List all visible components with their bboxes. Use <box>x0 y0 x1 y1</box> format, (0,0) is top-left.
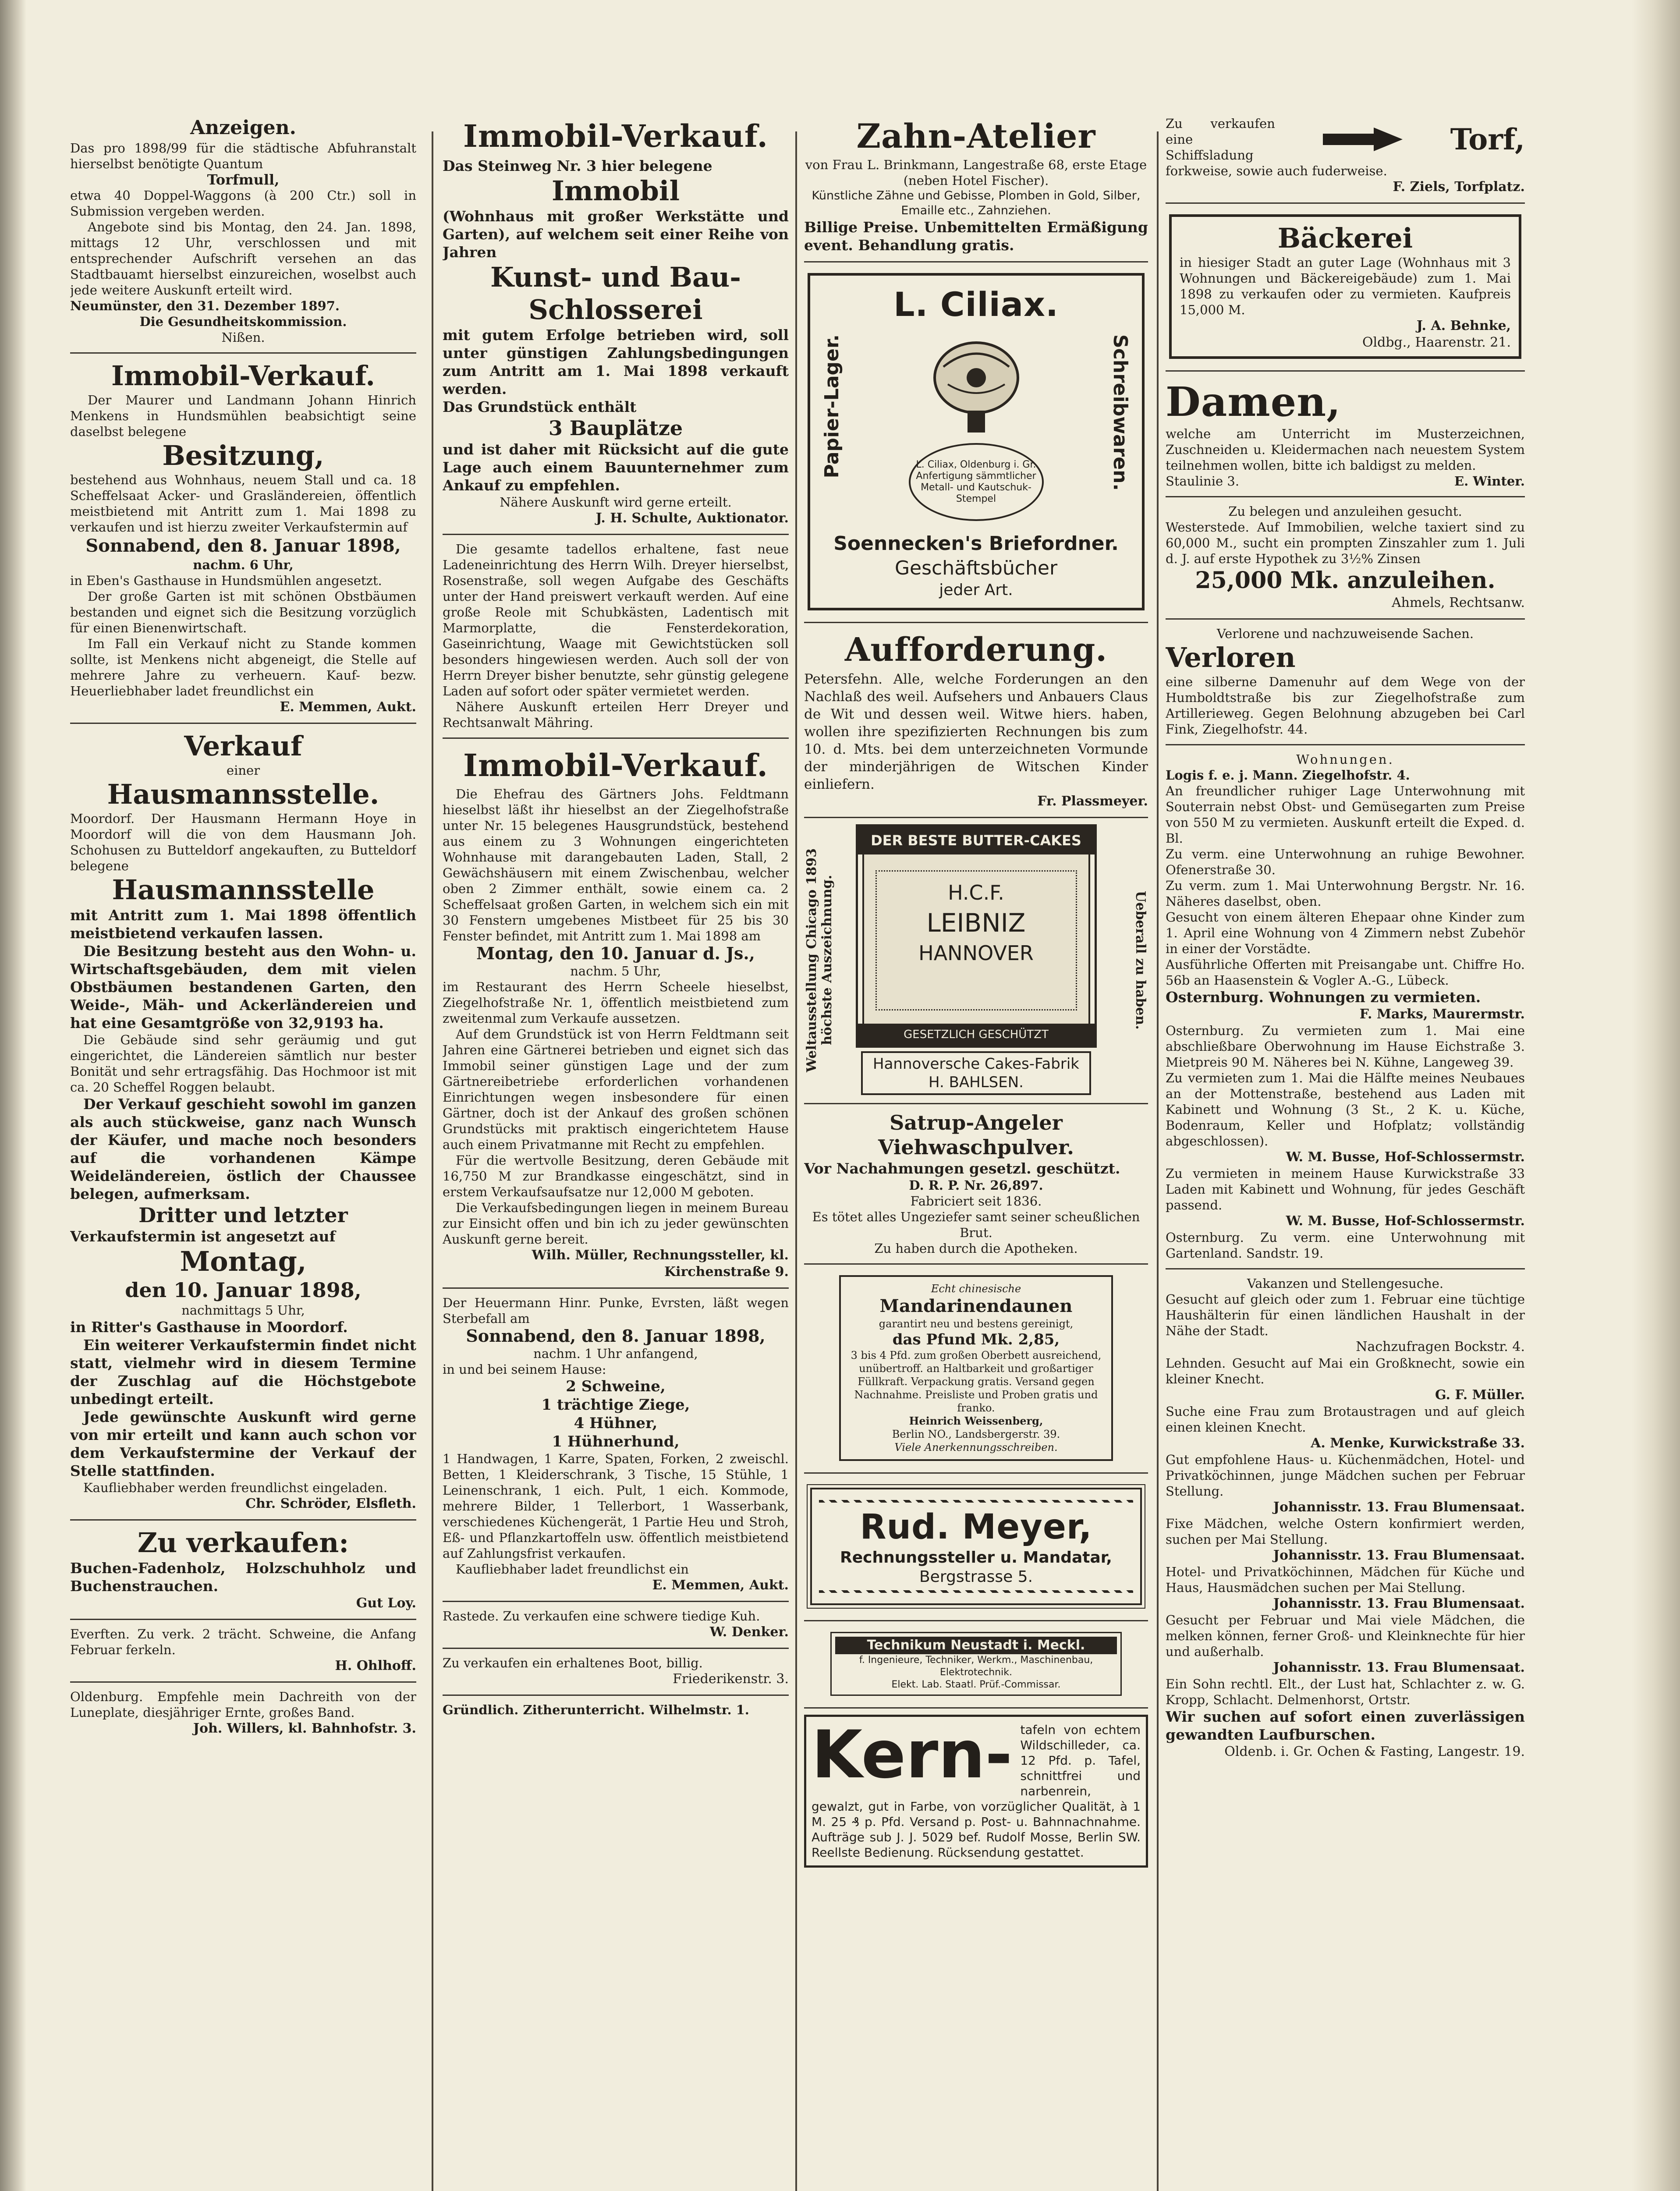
bahlsen-label <box>861 1051 1091 1095</box>
page-edge-shadow <box>1632 0 1680 2191</box>
listing: Osternburg. Zu verm. eine Unterwohnung mit Gartenland. Sandstr. 19. <box>1166 1230 1525 1261</box>
column-2 <box>443 110 789 2191</box>
bahlsen-inner <box>839 824 1113 1096</box>
listing: Gut empfohlene Haus- u. Küchenmädchen, Hotel- und Privatköchinnen, junge Mädchen suchen per Februar Stellung. <box>1166 1452 1525 1499</box>
ad-text: garantirt neu und bestens gereinigt, <box>879 1318 1074 1330</box>
ad-heading: Kunst- und Bau- <box>490 261 741 293</box>
ad-damen <box>1166 372 1525 497</box>
ad-list-item: 1 Hühnerhund, <box>552 1433 680 1450</box>
ad-text: Westerstede. Auf Immobilien, welche taxiert sind zu 60,000 M., sucht ein prompten Zinszahler zum 1. Juli d. J. auf erste Hypothek zu 3½% Zinsen <box>1166 520 1525 566</box>
ad-text: Kaufliebhaber werden freundlichst eingeladen. <box>83 1480 388 1495</box>
ad-anzeigen <box>70 110 416 354</box>
column-rule <box>432 131 433 2191</box>
ad-oldenburg-dachreith <box>70 1683 416 1744</box>
ad-text: Moordorf. Der Hausmann Hermann Hoye in Moordorf will die von dem Hausmann Joh. Schohusen zu Butteldorf angekauften, zu Butteldorf belegene <box>70 811 416 873</box>
ad-text: Auf dem Grundstück ist von Herrn Feldtmann seit Jahren eine Gärtnerei betrieben und eignet sich das Immobil seiner günstigen Lage und der zum Gärtnereibetriebe erforderlichen vorhandenen Einrichtungen wegen insbesondere für einen Gärtner, doch ist der Ankauf des großen schönen Grundstücks mit praktisch eingerichtetem Hause auch einem Privatmanne mit Recht zu empfehlen. <box>443 1027 789 1152</box>
ad-text: eine silberne Damenuhr auf dem Wege von der Humboldtstraße bis zur Ziegelhofstraße zum Artillerieweg. Gegen Belohnung abzugeben bei Carl Fink, Ziegelhofstr. 44. <box>1166 674 1525 737</box>
ad-text: Vor Nachahmungen gesetzl. geschützt. <box>804 1160 1120 1177</box>
ad-rastede-kuh <box>443 1602 789 1649</box>
listing: Zu verm. eine Unterwohnung an ruhige Bewohner. Ofenerstraße 30. <box>1166 847 1525 877</box>
ad-text: Die Verkaufsbedingungen liegen in meinem Bureau zur Einsicht offen und bin ich zu jeder gewünschten Auskunft gerne bereit. <box>443 1200 789 1247</box>
ad-text: tafeln von echtem Wildschilleder, ca. 12 Pfd. p. Tafel, schnittfrei und narbenrein, gewalzt, gut in Farbe, von vorzüglicher Qualität, à 1 M. 25 ₰ p. Pfd. Versand p. Post- u. Bahnnachnahme. Aufträge sub J. J. 5029 bef. Rudolf Mosse, Berlin SW. Reellste Bedienung. Rücksendung gestattet. <box>812 1723 1141 1860</box>
stamp-press-icon <box>922 336 1031 437</box>
ad-zu-verkaufen-holz <box>70 1521 416 1620</box>
baeckerei-frame <box>1169 214 1521 359</box>
ad-signature: W. M. Busse, Hof-Schlossermstr. <box>1286 1149 1525 1165</box>
ad-signature: Die Gesundheitskommission. <box>139 314 347 329</box>
ad-mandarinendaunen <box>804 1265 1148 1474</box>
ad-text: Verkaufstermin ist angesetzt auf <box>70 1228 336 1245</box>
ad-signature: Johannisstr. 13. Frau Blumensaat. <box>1273 1660 1525 1675</box>
listing: Osternburg. Wohnungen zu vermieten. <box>1166 989 1481 1006</box>
listing: Ein Sohn rechtl. Elt., der Lust hat, Schlachter z. w. G. Kropp, Schlacht. Delmenhorst, Ortstr. <box>1166 1677 1525 1707</box>
ad-title: Hausmannsstelle. <box>107 778 379 810</box>
ad-kerntafeln <box>804 1709 1148 1875</box>
ad-time: nachm. 6 Uhr, <box>193 557 294 572</box>
ad-title: Zu verkaufen: <box>137 1527 349 1559</box>
ad-signature: G. F. Müller. <box>1435 1387 1525 1403</box>
ad-signature: Friederikenstr. 3. <box>673 1671 789 1687</box>
ad-text: jeder Art. <box>939 581 1013 599</box>
biscuit-hcf: H.C.F. <box>948 881 1004 904</box>
listing: An freundlicher ruhiger Lage Unterwohnung mit Souterrain nebst Obst- und Gemüsegarten zum Preise von 550 M zu vermieten. Auskunft erteilt die Exped. d. Bl. <box>1166 784 1525 846</box>
ad-signature: Nißen. <box>221 330 265 345</box>
ad-text: Nähere Auskunft erteilen Herr Dreyer und Rechtsanwalt Mähring. <box>443 699 789 730</box>
ad-text: etwa 40 Doppel-Waggons (à 200 Ctr.) soll in Submission vergeben werden. <box>70 188 416 219</box>
ad-date: Sonnabend, den 8. Januar 1898, <box>85 535 401 556</box>
ad-title: Anzeigen. <box>190 117 296 139</box>
column-4 <box>1166 110 1525 2191</box>
ad-title: Damen, <box>1166 378 1341 425</box>
ornament-border <box>819 1590 1133 1593</box>
ciliax-frame <box>808 273 1145 610</box>
ad-immobil-verkauf-steinweg <box>443 110 789 535</box>
ad-heading: Hausmannsstelle <box>112 874 375 906</box>
ad-list-item: 1 trächtige Ziege, <box>541 1396 690 1414</box>
torf-header <box>1166 116 1525 163</box>
ad-signature: J. A. Behnke, <box>1416 318 1511 333</box>
ad-text: von Frau L. Brinkmann, Langestraße 68, erste Etage (neben Hotel Fischer). <box>805 157 1147 188</box>
ad-signature: Joh. Willers, kl. Bahnhofstr. 3. <box>193 1721 416 1736</box>
ad-date: den 10. Januar 1898, <box>125 1278 362 1302</box>
ad-technikum-neustadt <box>804 1621 1148 1709</box>
ad-title: Zahn-Atelier <box>856 117 1096 156</box>
ad-immobil-verkauf-feldtmann <box>443 739 789 1289</box>
ad-date: Sonnabend, den 8. Januar 1898, <box>466 1326 766 1346</box>
section-heading: Zu belegen und anzuleihen gesucht. <box>1228 504 1462 519</box>
ad-signature: A. Menke, Kurwickstraße 33. <box>1311 1436 1525 1451</box>
ad-signature: E. Winter. <box>1454 474 1525 489</box>
ad-ciliax <box>804 262 1148 623</box>
ad-side-label: Schreibwaren. <box>1109 334 1131 491</box>
ad-signature: Chr. Schröder, Elsfleth. <box>245 1496 416 1511</box>
ad-title: Aufforderung. <box>844 631 1108 669</box>
listing: Fixe Mädchen, welche Ostern konfirmiert werden, suchen per Mai Stellung. <box>1166 1516 1525 1547</box>
ad-text: Gründlich. Zitherunterricht. Wilhelmstr. 1. <box>443 1702 749 1717</box>
ad-text: Everften. Zu verk. 2 trächt. Schweine, die Anfang Februar ferkeln. <box>70 1627 416 1657</box>
ad-text: Geschäftsbücher <box>894 557 1058 579</box>
ad-heading: Besitzung, <box>162 440 324 472</box>
kern-frame <box>804 1715 1148 1868</box>
ad-text: Die Besitzung besteht aus den Wohn- u. Wirtschaftsgebäuden, dem mit vielen Obstbäumen bestandenen Garten, den Weide-, Mäh- und Ackerländereien und hat eine Gesamtgröße von 32,9193 ha. <box>70 943 416 1032</box>
ad-text: Billige Preise. Unbemittelten Ermäßigung event. Behandlung gratis. <box>804 219 1148 254</box>
ad-date: Montag, den 10. Januar d. Js., <box>476 943 755 963</box>
ad-text: forkweise, sowie auch fuderweise. <box>1166 163 1387 178</box>
ad-zahn-atelier <box>804 110 1148 262</box>
column-rule <box>795 131 797 2191</box>
section-wohnungen <box>1166 745 1525 1269</box>
ad-text: mit gutem Erfolge betrieben wird, soll unter günstigen Zahlungsbedingungen zum Antritt am 1. Mai 1898 verkauft werden. <box>443 326 789 397</box>
damen-header <box>1166 378 1525 426</box>
section-heading: Vakanzen und Stellengesuche. <box>1247 1276 1444 1291</box>
rud-meyer-frame <box>810 1488 1142 1605</box>
ad-text: Kaufliebhaber ladet freundlichst ein <box>456 1562 689 1577</box>
ad-text: Viele Anerkennungsschreiben. <box>894 1441 1058 1454</box>
ad-signature: Oldenb. i. Gr. Ochen & Fasting, Langestr. 19. <box>1224 1744 1525 1759</box>
ad-signature: Oldbg., Haarenstr. 21. <box>1362 335 1511 350</box>
ad-text: Petersfehn. Alle, welche Forderungen an den Nachlaß des weil. Aufsehers und Anbauers Claus de Wit und dessen weil. Witwe hiers. haben, wollen ihre spezifizierten Rechnungen bis zum 10. d. Mts. bei dem unterzeichneten Vormunde der minderjährigen de Witschen Kinder einliefern. <box>804 671 1148 792</box>
ad-signature: J. H. Schulte, Auktionator. <box>595 511 789 526</box>
leibniz-biscuit-illustration <box>856 824 1097 1048</box>
ad-text: Jede gewünschte Auskunft wird gerne von mir erteilt und kann auch schon vor dem Verkaufstermine der Verkauf der Stelle stattfinden. <box>70 1408 416 1479</box>
bahlsen-name: H. BAHLSEN. <box>929 1074 1024 1091</box>
ad-text: mit Antritt zum 1. Mai 1898 öffentlich meistbietend verkaufen lassen. <box>70 907 416 942</box>
ad-text: Der große Garten ist mit schönen Obstbäumen bestanden und eignet sich die Besitzung vorzüglich für einen Bienenwirtschaft. <box>70 589 416 635</box>
ad-side-label: Ueberall zu haben. <box>1133 890 1148 1030</box>
ad-text: im Restaurant des Herrn Scheele hieselbst, Ziegelhofstraße Nr. 1, öffentlich meistbietend zum zweitenmal zum Verkaufe aussetzen. <box>443 979 789 1026</box>
ad-heading: Dritter und letzter <box>138 1203 348 1227</box>
ad-title: Technikum Neustadt i. Meckl. <box>835 1637 1117 1654</box>
ad-text: in und bei seinem Hause: <box>443 1362 606 1377</box>
listing: Zu vermieten in meinem Hause Kurwickstraße 33 Laden mit Kabinett und Wohnung, für jedes Geschäft passend. <box>1166 1166 1525 1212</box>
ad-text: Echt chinesische <box>931 1283 1021 1295</box>
ad-title: Verkauf <box>184 730 302 762</box>
ad-heading: 3 Bauplätze <box>548 416 683 440</box>
ad-time: nachm. 1 Uhr anfangend, <box>533 1346 698 1361</box>
ad-signature: Fr. Plassmeyer. <box>1037 794 1148 809</box>
ad-time: nachm. 5 Uhr, <box>570 964 661 979</box>
listing: Gesucht per Februar und Mai viele Mädchen, die melken können, ferner Groß- und Kleinknechte für hier und außerhalb. <box>1166 1613 1525 1659</box>
ad-signature: Wilh. Müller, Rechnungssteller, kl. Kirchenstraße 9. <box>532 1248 789 1280</box>
ad-amount: 25,000 Mk. anzuleihen. <box>1195 567 1496 594</box>
ad-signature: Heinrich Weissenberg, <box>909 1415 1043 1427</box>
biscuit-bottom-label: GESETZLICH GESCHÜTZT <box>858 1024 1095 1046</box>
ad-title: Immobil-Verkauf. <box>463 747 768 784</box>
ad-text: Elekt. Lab. Staatl. Prüf.-Commissar. <box>891 1679 1061 1690</box>
ad-text: Künstliche Zähne und Gebisse, Plomben in Gold, Silber, Emaille etc., Zahnziehen. <box>812 189 1141 217</box>
ad-signature: F. Ziels, Torfplatz. <box>1393 179 1525 195</box>
ad-text: welche am Unterricht im Musterzeichnen, Zuschneiden u. Kleidermachen nach neuestem System teilnehmen wollen, bitte ich baldigst zu melden. <box>1166 426 1525 473</box>
ad-text: Das pro 1898/99 für die städtische Abfuhranstalt hierselbst benötigte Quantum <box>70 141 416 171</box>
ad-text: und ist daher mit Rücksicht auf die gute Lage auch einem Bauunternehmer zum Ankauf zu empfehlen. <box>443 441 789 494</box>
ad-bahlsen-leibniz <box>804 818 1148 1104</box>
ad-text: Rechnungssteller u. Mandatar, <box>840 1549 1112 1567</box>
pointing-hand-icon <box>1321 126 1404 153</box>
mandarinendaunen-frame <box>839 1275 1113 1461</box>
ad-text: Bergstrasse 5. <box>919 1568 1033 1586</box>
ad-torf <box>1166 110 1525 204</box>
ad-signature: W. Denker. <box>709 1624 789 1640</box>
ad-signature: H. Ohlhoff. <box>335 1658 416 1673</box>
column-3 <box>804 110 1148 2191</box>
ad-title: Immobil-Verkauf. <box>111 360 376 392</box>
ad-boot <box>443 1649 789 1696</box>
ornament-border <box>819 1500 1133 1503</box>
ad-anleihe <box>1166 497 1525 620</box>
page-spine-shadow <box>0 0 26 2191</box>
ad-heading: Immobil <box>551 175 680 207</box>
ciliax-stamp: L. Ciliax, Oldenburg i. Gr. Anfertigung sämmtlicher Metall- und Kautschuk-Stempel <box>909 443 1044 521</box>
ad-text: Das Steinweg Nr. 3 hier belegene <box>443 157 712 174</box>
biscuit-top-label: DER BESTE BUTTER-CAKES <box>858 826 1095 854</box>
ad-baeckerei <box>1166 204 1525 372</box>
ad-text: Soennecken's Briefordner. <box>833 532 1119 555</box>
ad-text: einer <box>226 763 260 778</box>
biscuit-hannover: HANNOVER <box>918 941 1034 965</box>
ad-text: Buchen-Fadenholz, Holzschuhholz und Buchenstrauchen. <box>70 1560 416 1595</box>
ad-place: in Ritter's Gasthause in Moordorf. <box>70 1319 348 1336</box>
ad-text: Oldenburg. Empfehle mein Dachreith von der Luneplate, diesjähriger Ernte, großes Band. <box>70 1689 416 1720</box>
section-heading: Wohnungen. <box>1296 752 1394 767</box>
bahlsen-block <box>804 824 1148 1096</box>
ad-text: Angebote sind bis Montag, den 24. Jan. 1898, mittags 12 Uhr, verschlossen und mit entsprechender Aufschrift versehen an das Stadtbauamt hierselbst einzureichen, woselbst auch jede weitere Auskunft erteilt wird. <box>70 220 416 298</box>
ad-aufforderung <box>804 623 1148 818</box>
ad-zitherunterricht <box>443 1696 789 1725</box>
ad-list-item: 2 Schweine, <box>566 1378 666 1395</box>
ad-text: Nähere Auskunft wird gerne erteilt. <box>500 495 732 510</box>
damen-footer <box>1166 473 1525 489</box>
ad-text: Ein weiterer Verkaufstermin findet nicht statt, vielmehr wird in diesem Termine der Zuschlag auf die Höchstgebote unbedingt erteilt. <box>70 1337 416 1407</box>
ad-title: Immobil-Verkauf. <box>463 118 768 154</box>
ad-text: in hiesiger Stadt an guter Lage (Wohnhaus mit 3 Wohnungen und Bäckereigebäude) zum 1. Mai 1898 zu verkaufen oder zu vermieten. Kaufpreis 15,000 M. <box>1180 255 1511 317</box>
ad-title: Viehwaschpulver. <box>878 1135 1074 1159</box>
ad-verloren <box>1166 620 1525 745</box>
ad-signature: Johannisstr. 13. Frau Blumensaat. <box>1273 1596 1525 1611</box>
listing: Logis f. e. j. Mann. Ziegelhofstr. 4. <box>1166 768 1410 783</box>
ad-list-item: 4 Hühner, <box>574 1415 658 1432</box>
ad-title: Torf, <box>1450 122 1525 156</box>
listing: Hotel- und Privatköchinnen, Mädchen für Küche und Haus, Hausmädchen suchen per Mai Stellung. <box>1166 1564 1525 1595</box>
ad-signature: Nachzufragen Bockstr. 4. <box>1356 1339 1525 1354</box>
listing: Lehnden. Gesucht auf Mai ein Großknecht, sowie ein kleiner Knecht. <box>1166 1356 1525 1386</box>
ad-price: das Pfund Mk. 2,85, <box>892 1331 1060 1348</box>
biscuit-leibniz: LEIBNIZ <box>926 908 1026 938</box>
ad-text: (Wohnhaus mit großer Werkstätte und Garten), auf welchem seit einer Reihe von Jahren <box>443 208 789 261</box>
ad-text: 1 Handwagen, 1 Karre, Spaten, Forken, 2 zweischl. Betten, 1 Kleiderschrank, 3 Tische, 15 Stühle, 1 Leinenschrank, 1 eich. Pult, 1 eich. Kommode, mehrere Bilder, 1 Tellerbort, 1 Wasserbank, verschiedenes Küchengerät, 1 Partie Heu und Stroh, Eß- und Pflanzkartoffeln usw. öffentlich meistbietend auf Zahlungsfrist verkaufen. <box>443 1451 789 1561</box>
ad-title: L. Ciliax. <box>893 285 1059 324</box>
listing: Zu vermieten zum 1. Mai die Hälfte meines Neubaues an der Mottenstraße, bestehend aus Laden mit Kabinett und Wohnung (3 St., 2 K. u. Küche, Bodenraum, Keller und Hofplatz; vollständig abgeschlossen). <box>1166 1071 1525 1149</box>
section-heading: Verlorene und nachzuweisende Sachen. <box>1216 626 1474 641</box>
ad-text: f. Ingenieure, Techniker, Werkm., Maschinenbau, Elektrotechnik. <box>859 1655 1093 1678</box>
ad-text: Für die wertvolle Besitzung, deren Gebäude mit 16,750 M zur Brandkasse eingeschätzt, sind in erstem Verkaufsaufsatze nur 12,000 M geboten. <box>443 1153 789 1199</box>
ad-text: in Eben's Gasthause in Hundsmühlen angesetzt. <box>70 573 382 588</box>
ad-text: D. R. P. Nr. 26,897. <box>909 1178 1043 1193</box>
ad-title: Mandarinendaunen <box>879 1296 1073 1316</box>
ad-date: Neumünster, den 31. Dezember 1897. <box>70 298 340 313</box>
ad-signature: Gut Loy. <box>356 1595 416 1611</box>
ad-text: 3 bis 4 Pfd. zum großen Oberbett ausreichend, unübertroff. an Haltbarkeit und großartiger Füllkraft. Verpackung gratis. Versand gegen Nachnahme. Preisliste und Proben gratis und franko. <box>851 1349 1102 1414</box>
ad-address: Staulinie 3. <box>1166 474 1240 489</box>
biscuit-center <box>858 879 1095 967</box>
listing: Gesucht von einem älteren Ehepaar ohne Kinder zum 1. April eine Wohnung von 4 Zimmern nebst Zubehör in einer der Vorstädte. <box>1166 910 1525 956</box>
ad-title: Rud. Meyer, <box>860 1507 1092 1547</box>
ad-text: Torfmull, <box>207 171 280 188</box>
ad-side-label: Weltausstellung Chicago 1893 höchste Auszeichnung. <box>804 848 835 1072</box>
ad-text: Es tötet alles Ungeziefer samt seiner scheußlichen Brut. <box>812 1209 1140 1240</box>
ad-title: Bäckerei <box>1277 222 1413 254</box>
ad-signature: F. Marks, Maurermstr. <box>1359 1007 1525 1022</box>
ad-heading: Schlosserei <box>528 294 703 326</box>
ad-time: nachmittags 5 Uhr, <box>181 1303 305 1318</box>
ad-side-label: Papier-Lager. <box>821 334 843 479</box>
ad-text: Zu verkaufen ein erhaltenes Boot, billig. <box>443 1656 703 1670</box>
ad-signature: Ahmels, Rechtsanw. <box>1391 595 1525 610</box>
ad-title: Verloren <box>1166 642 1296 674</box>
ad-signature: Johannisstr. 13. Frau Blumensaat. <box>1273 1548 1525 1563</box>
ad-immobil-verkauf-hundsmuehlen <box>70 354 416 724</box>
ad-text: Die Ehefrau des Gärtners Johs. Feldtmann hieselbst läßt ihr hieselbst an der Ziegelhofstraße unter Nr. 15 belegenes Hausgrundstück, bestehend aus einem zu 3 Wohnungen eingerichteten Wohnhause mit darangebauten Laden, Stall, 2 Gewächshäusern mit einem Zwischenbau, welcher oben 2 Zimmer enthält, sowie einem ca. 2 Scheffelsaat großen Garten, in welchem sich ein mit 30 Fenstern umgebenes Mistbeet für 25 bis 30 Fenster befindet, mit Antritt zum 1. Mai 1898 am <box>443 787 789 943</box>
technikum-frame <box>830 1632 1122 1696</box>
ad-signature: Johannisstr. 13. Frau Blumensaat. <box>1273 1500 1525 1515</box>
ad-text: Der Heuermann Hinr. Punke, Evrsten, läßt wegen Sterbefall am <box>443 1295 789 1326</box>
listing: Gesucht auf gleich oder zum 1. Februar eine tüchtige Haushälterin für einen ländlichen Haushalt in der Nähe der Stadt. <box>1166 1292 1525 1338</box>
ad-title: Satrup-Angeler <box>890 1111 1063 1134</box>
ad-everften-schweine <box>70 1620 416 1683</box>
ad-title: Kern- <box>812 1717 1013 1793</box>
ad-text: Die Gebäude sind sehr geräumig und gut eingerichtet, die Ländereien sämtlich nur bester Bonität und sehr ertragsfähig. Das Hochmoor ist mit ca. 20 Scheffel Roggen belaubt. <box>70 1032 416 1095</box>
ad-satrup-viehwaschpulver <box>804 1104 1148 1265</box>
ad-text: Der Maurer und Landmann Johann Hinrich Menkens in Hundsmühlen beabsichtigt seine daselbst belegene <box>70 393 416 439</box>
ad-text: bestehend aus Wohnhaus, neuem Stall und ca. 18 Scheffelsaat Acker- und Grasländereien, öffentlich meistbietend mit Antritt zum 1. Mai 1898 zu verkaufen und ist hierzu zweiter Verkaufstermin auf <box>70 472 416 535</box>
ad-text: Das Grundstück enthält <box>443 398 637 415</box>
ad-signature: E. Memmen, Aukt. <box>652 1578 789 1593</box>
listing: Zu verm. zum 1. Mai Unterwohnung Bergstr. Nr. 16. Näheres daselbst, oben. <box>1166 878 1525 909</box>
ad-text: Im Fall ein Verkauf nicht zu Stande kommen sollte, ist Menkens nicht abgeneigt, die Stelle auf mehrere Jahre zu verheuern. Kauf- bezw. Heuerliebhaber ladet freundlichst ein <box>70 636 416 698</box>
bahlsen-fabrik: Hannoversche Cakes-Fabrik <box>873 1055 1079 1073</box>
listing: Suche eine Frau zum Brotaustragen und auf gleich einen kleinen Knecht. <box>1166 1404 1525 1435</box>
ad-text: Die gesamte tadellos erhaltene, fast neue Ladeneinrichtung des Herrn Wilh. Dreyer hierselbst, Rosenstraße, soll wegen Aufgabe des Geschäfts unter der Hand preiswert verkauft werden. Auf eine große Reole mit Schubkästen, Ladentisch mit Marmorplatte, die Fensterdekoration, Gaseinrichtung, Waage mit Gewichtstücken soll besonders hingewiesen werden. Auch soll der von Herrn Dreyer bisher benutzte, sehr günstig gelegene Laden auf sofort oder später vermietet werden. <box>443 542 789 698</box>
ciliax-illustration <box>818 326 1134 532</box>
column-rule <box>1157 131 1159 2191</box>
ad-verkauf-hausmannsstelle <box>70 724 416 1521</box>
section-vakanzen <box>1166 1269 1525 1767</box>
ad-rud-meyer <box>804 1474 1148 1621</box>
ad-signature: W. M. Busse, Hof-Schlossermstr. <box>1286 1213 1525 1229</box>
ad-text: Rastede. Zu verkaufen eine schwere tiedige Kuh. <box>443 1609 760 1624</box>
column-1 <box>70 110 416 2191</box>
ad-ladeneinrichtung <box>443 535 789 739</box>
listing: Ausführliche Offerten mit Preisangabe unt. Chiffre Ho. 56b an Haasenstein & Vogler A.-G., Lübeck. <box>1166 957 1525 988</box>
listing: Osternburg. Zu vermieten zum 1. Mai eine abschließbare Oberwohnung im Hause Eichstraße 3. Mietpreis 90 M. Näheres bei N. Kühne, Langeweg 39. <box>1166 1023 1525 1070</box>
listing: Wir suchen auf sofort einen zuverlässigen gewandten Laufburschen. <box>1166 1708 1525 1743</box>
ad-text: Zu verkaufen eine Schiffsladung <box>1166 116 1275 163</box>
ad-text: Zu haben durch die Apotheken. <box>874 1241 1078 1256</box>
ad-text: Der Verkauf geschieht sowohl im ganzen als auch stückweise, ganz nach Wunsch der Käufer, und mache noch besonders auf die vorhandenen Kämpe Weideländereien, östlich der Chaussee belegen, aufmerksam. <box>70 1096 416 1202</box>
ad-signature: E. Memmen, Aukt. <box>280 699 416 715</box>
ad-auktion-punke <box>443 1289 789 1602</box>
ad-signature: Berlin NO., Landsbergerstr. 39. <box>892 1428 1060 1440</box>
ad-text: Fabriciert seit 1836. <box>910 1194 1042 1209</box>
ad-date: Montag, <box>180 1245 307 1277</box>
